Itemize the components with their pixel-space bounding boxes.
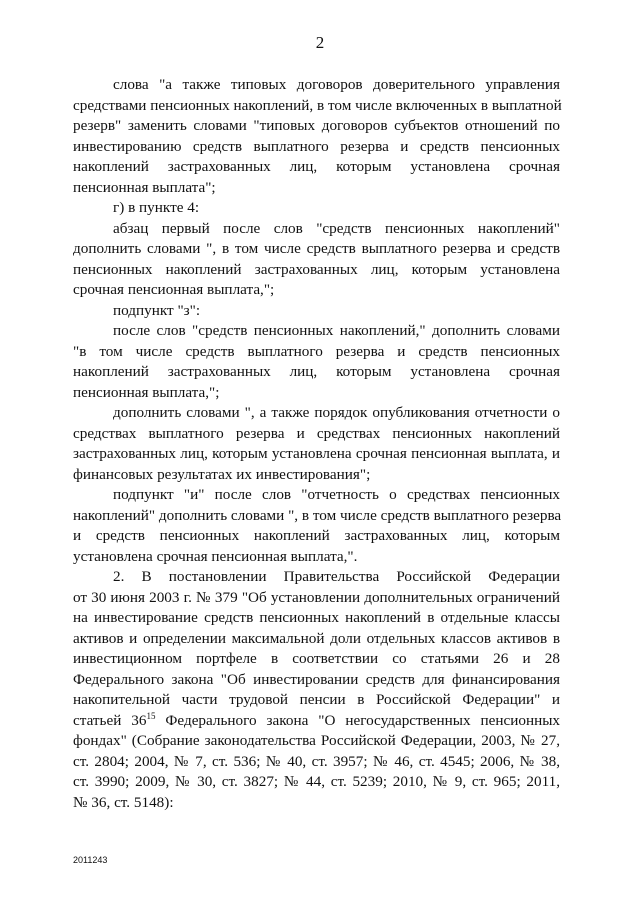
text-line: пенсионная выплата"; [73, 178, 216, 196]
text-line: пенсионных накоплений застрахованных лиц, которым установлена [73, 260, 560, 278]
text-line: пенсионная выплата,"; [73, 383, 220, 401]
text-line: накоплений застрахованных лиц, которым установлена срочная [73, 158, 560, 175]
text-line: после слов "средств пенсионных накоплений," дополнить словами [113, 322, 560, 339]
text-line: фондах" (Собрание законодательства Российской Федерации, 2003, № 27, [73, 732, 560, 749]
text-line: ст. 2804; 2004, № 7, ст. 536; № 40, ст. 3957; № 46, ст. 4545; 2006, № 38, [73, 752, 560, 770]
text-line: средствах выплатного резерва и средствах пенсионных накоплений [73, 424, 560, 442]
text-line: слова "а также типовых договоров доверительного управления [113, 76, 560, 93]
superscript: 15 [146, 710, 156, 721]
text-line: дополнить словами ", в том числе средств выплатного резерва и средств [73, 240, 560, 257]
text-line: установлена срочная пенсионная выплата,". [73, 547, 358, 565]
text-line: "в том числе средств выплатного резерва и средств пенсионных [73, 342, 560, 360]
text-line: на инвестирование средств пенсионных накоплений в отдельные классы [73, 609, 560, 626]
text-line: статьей $36^{15}$ Федерального закона "О негосударственных пенсионных [73, 710, 561, 729]
text-line: Федерального закона "Об инвестировании средств для финансирования [73, 670, 560, 688]
text-line: от 30 июня 2003 г. № 379 "Об установлении дополнительных ограничений [73, 588, 560, 606]
text-line: средствами пенсионных накоплений, в том числе включенных в выплатной [73, 96, 562, 114]
text-line: № 36, ст. 5148): [73, 793, 174, 811]
text-line: накоплений застрахованных лиц, которым установлена срочная [73, 363, 560, 380]
text-line: застрахованных лиц, которым установлена срочная пенсионная выплата, и [73, 445, 560, 462]
text-line: абзац первый после слов "средств пенсионных накоплений" [113, 219, 560, 237]
text-line: подпункт "з": [113, 301, 201, 319]
text-line: дополнить словами ", а также порядок опубликования отчетности о [113, 404, 560, 421]
text-line: финансовых результатах их инвестирования"; [73, 465, 371, 483]
text-line: и средств пенсионных накоплений застрахованных лиц, которым [73, 527, 560, 544]
text-line: ст. 3990; 2009, № 30, ст. 3827; № 44, ст. 5239; 2010, № 9, ст. 965; 2011, [73, 773, 560, 790]
text-line: накопительной части трудовой пенсии в Российской Федерации" и [73, 691, 560, 708]
text-line: инвестированию средств выплатного резерва и средств пенсионных [73, 137, 560, 155]
document-code: 2011243 [73, 855, 108, 865]
page-number: 2 [315, 33, 325, 52]
text-line: инвестиционном портфеле в соответствии со статьями 26 и 28 [73, 650, 560, 667]
text-line: подпункт "и" после слов "отчетность о средствах пенсионных [113, 486, 560, 503]
text-line: накоплений" дополнить словами ", в том числе средств выплатного резерва [73, 506, 562, 524]
text-line: резерв" заменить словами "типовых договоров субъектов отношений по [73, 117, 560, 134]
text-line: г) в пункте 4: [113, 199, 200, 216]
text-line: активов и определении максимальной доли отдельных классов активов в [73, 629, 560, 647]
text-line: 2. В постановлении Правительства Российской Федерации [113, 568, 560, 585]
text-line: срочная пенсионная выплата,"; [73, 281, 275, 298]
document-body [73, 75, 560, 813]
